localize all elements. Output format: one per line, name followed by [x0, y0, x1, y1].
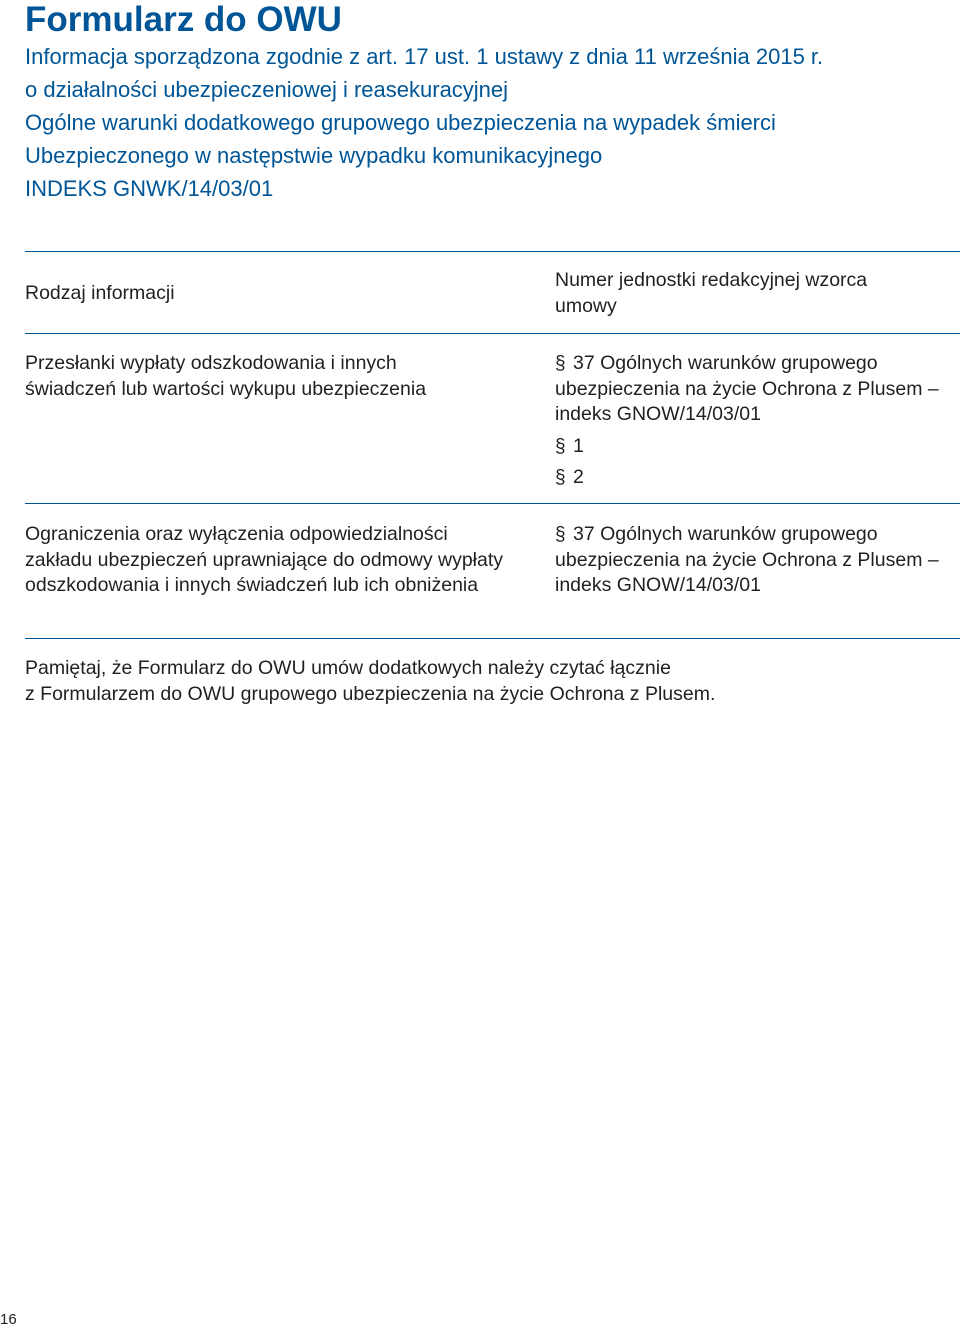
table-row-rule [25, 503, 960, 504]
subtitle-line: Ubezpieczonego w następstwie wypadku komunikacyjnego [25, 143, 603, 168]
reference-text: 2 [573, 466, 584, 488]
section-sign-icon: § [555, 353, 566, 374]
column-header-unit-number: Numer jednostki redakcyjnej wzorca umowy [555, 269, 868, 317]
note-line: z Formularzem do OWU grupowego ubezpieczenia na życie Ochrona z Plusem. [25, 683, 716, 705]
section-sign-icon: § [555, 435, 566, 457]
section-sign-icon: § [555, 524, 566, 545]
table-row-refs [555, 351, 955, 491]
reference-item [555, 522, 955, 599]
table-bottom-rule [25, 638, 960, 639]
subtitle-line: o działalności ubezpieczeniowej i reasekuracyjnej [25, 77, 509, 102]
reference-text: 1 [573, 434, 584, 457]
document-title: Formularz do OWU [25, 0, 342, 39]
reference-item [555, 434, 955, 460]
table-row-info: Ograniczenia oraz wyłączenia odpowiedzialności zakładu ubezpieczeń uprawniające do odmowy wypłaty odszkodowania i innych świadczeń lub ich obniżenia [25, 523, 504, 596]
reference-item [555, 465, 955, 491]
subtitle-line: Ogólne warunki dodatkowego grupowego ubezpieczenia na wypadek śmierci [25, 110, 776, 135]
document-subtitle [25, 40, 955, 205]
subtitle-line: Informacja sporządzona zgodnie z art. 17 ust. 1 ustawy z dnia 11 września 2015 r. [25, 44, 824, 69]
column-header-info-type: Rodzaj informacji [25, 282, 175, 304]
table-row-refs [555, 522, 955, 599]
document-header [25, 0, 955, 205]
table-top-rule [25, 251, 960, 252]
reference-text: 37 Ogólnych warunków grupowego ubezpieczenia na życie Ochrona z Plusem – indeks GNOW/14/03/01 [555, 523, 939, 596]
reference-text: 37 Ogólnych warunków grupowego ubezpieczenia na życie Ochrona z Plusem – indeks GNOW/14/03/01 [555, 352, 939, 425]
reading-note [25, 655, 945, 707]
reference-item [555, 351, 955, 428]
section-sign-icon: § [555, 467, 566, 488]
table-row-info: Przesłanki wypłaty odszkodowania i innych świadczeń lub wartości wykupu ubezpieczenia [25, 352, 427, 400]
note-line: Pamiętaj, że Formularz do OWU umów dodatkowych należy czytać łącznie [25, 657, 671, 679]
table-header-rule [25, 333, 960, 334]
page-number: 16 [0, 1311, 17, 1328]
subtitle-line: INDEKS GNWK/14/03/01 [25, 176, 274, 201]
